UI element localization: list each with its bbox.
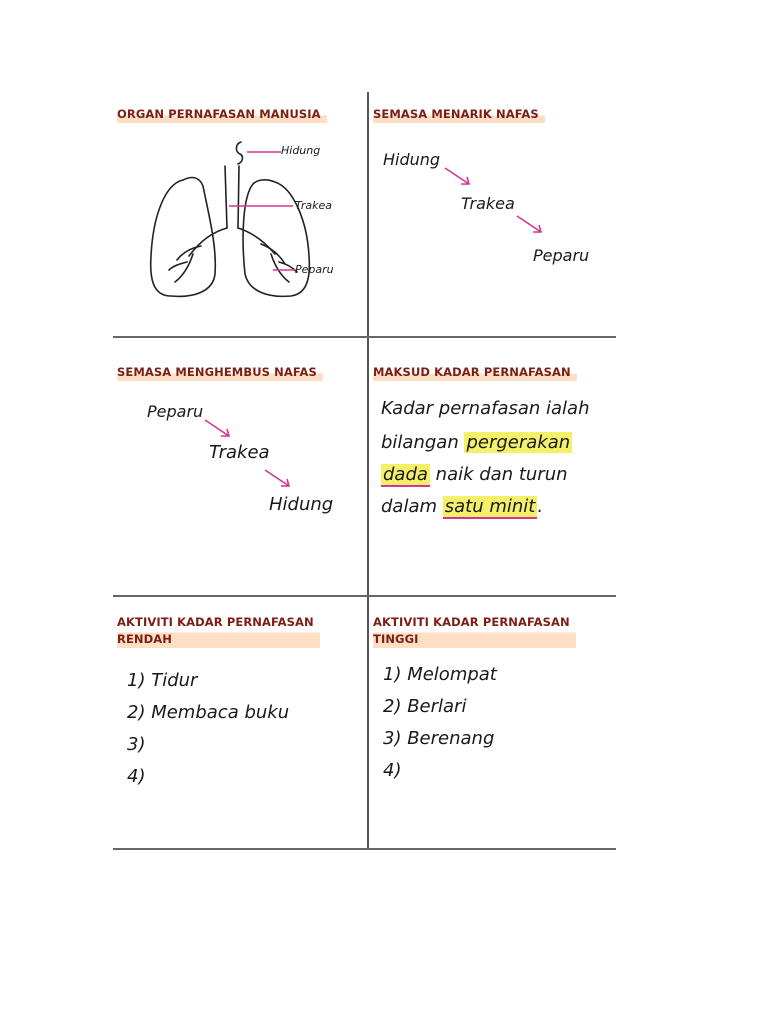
inhale-step-1: Hidung <box>383 150 441 169</box>
panel-title-organ: ORGAN PERNAFASAN MANUSIA <box>117 106 327 123</box>
panel-title-low-line-2: RENDAH <box>117 632 173 646</box>
panel-title-inhale: SEMASA MENARIK NAFAS <box>373 106 545 123</box>
label-hidung: Hidung <box>281 144 321 157</box>
arrow-down-right-icon <box>263 468 293 490</box>
exhale-step-2: Trakea <box>209 442 270 463</box>
exhale-step-3: Hidung <box>269 494 334 515</box>
panel-title-definition: MAKSUD KADAR PERNAFASAN <box>373 364 577 381</box>
definition-line-2 <box>381 432 572 453</box>
highlight-pergerakan: pergerakan <box>466 432 571 453</box>
notes-grid <box>113 92 616 849</box>
panel-definition <box>369 350 619 598</box>
arrow-down-right-icon <box>515 214 545 236</box>
label-trakea: Trakea <box>295 199 333 212</box>
panel-organ <box>113 92 363 340</box>
label-peparu: Peparu <box>295 263 334 276</box>
panel-title-exhale: SEMASA MENGHEMBUS NAFAS <box>117 364 323 381</box>
panel-title-high-line-1: AKTIVITI KADAR PERNAFASAN <box>373 615 570 629</box>
panel-title-high-line-2: TINGGI <box>373 632 419 646</box>
list-item: 1) Tidur <box>127 670 198 691</box>
definition-period: . <box>537 496 544 517</box>
definition-word-bilangan: bilangan <box>381 432 459 453</box>
definition-words-naik-turun: naik dan turun <box>435 464 568 485</box>
list-item: 4) <box>383 760 402 781</box>
definition-word-dalam: dalam <box>381 496 438 517</box>
inhale-step-2: Trakea <box>461 194 515 213</box>
panel-exhale <box>113 350 363 598</box>
definition-line-3 <box>381 464 568 485</box>
list-item: 2) Berlari <box>383 696 467 717</box>
panel-title-low-rate <box>117 614 320 648</box>
exhale-step-1: Peparu <box>147 402 204 421</box>
list-item: 3) <box>127 734 146 755</box>
highlight-dada: dada <box>383 464 428 485</box>
list-item: 1) Melompat <box>383 664 497 685</box>
list-item: 3) Berenang <box>383 728 495 749</box>
arrow-down-right-icon <box>203 418 233 440</box>
highlight-satu-minit: satu minit <box>444 496 536 517</box>
list-item: 2) Membaca buku <box>127 702 290 723</box>
panel-high-rate <box>369 600 619 848</box>
panel-title-low-line-1: AKTIVITI KADAR PERNAFASAN <box>117 615 314 629</box>
panel-title-high-rate <box>373 614 576 648</box>
list-item: 4) <box>127 766 146 787</box>
definition-line-1: Kadar pernafasan ialah <box>381 398 590 419</box>
grid-divider-bottom <box>113 848 616 850</box>
panel-inhale <box>369 92 619 340</box>
panel-low-rate <box>113 600 363 848</box>
definition-line-4 <box>381 496 543 517</box>
inhale-step-3: Peparu <box>533 246 590 265</box>
arrow-down-right-icon <box>443 166 473 188</box>
lungs-diagram <box>143 136 353 311</box>
